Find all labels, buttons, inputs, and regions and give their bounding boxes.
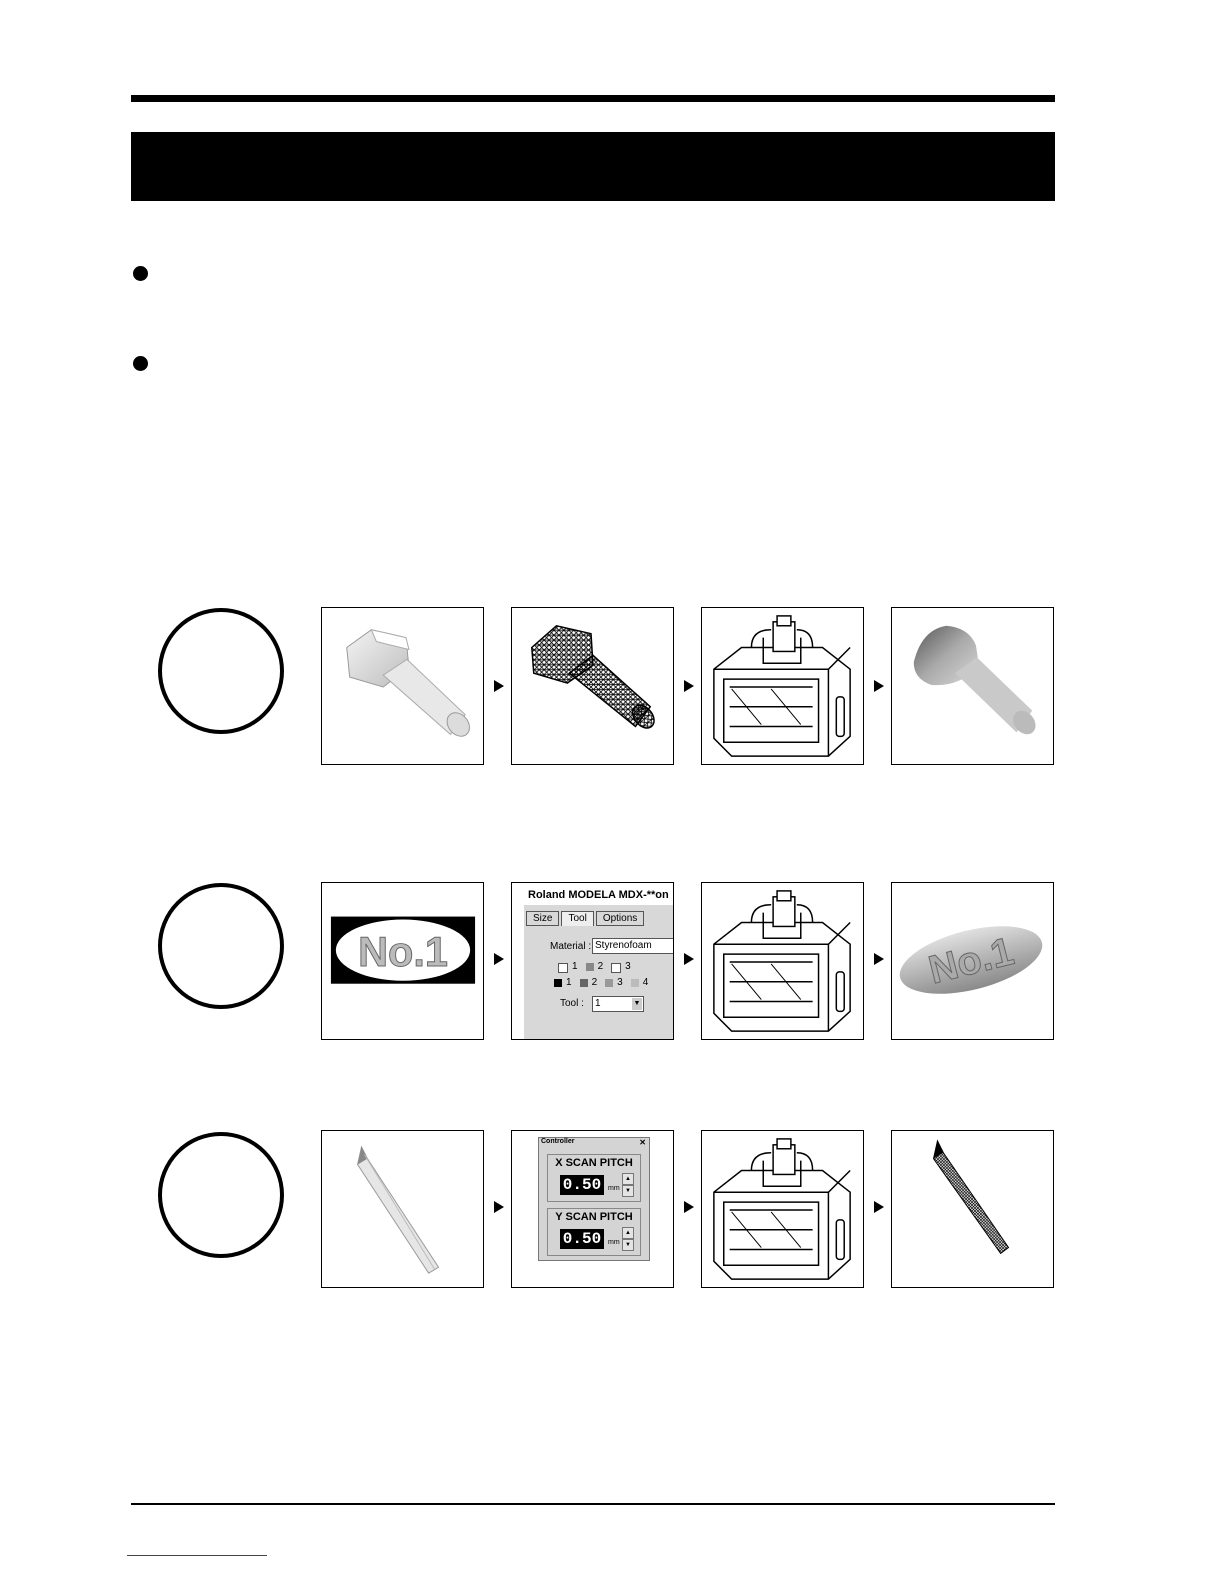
relief-text-milled: No.1 [924, 929, 1019, 993]
software-dialog [524, 885, 674, 1039]
bolt-milled-icon [892, 608, 1053, 764]
material-field[interactable]: Styrenofoam [592, 938, 674, 954]
arrow-icon [874, 1201, 884, 1213]
arrow-icon [874, 953, 884, 965]
y-scan-value[interactable]: 0.50 [560, 1229, 604, 1249]
row-2-panel-1 [321, 882, 484, 1040]
row-1-panel-4 [891, 607, 1054, 765]
arrow-icon [684, 953, 694, 965]
row-2-panel-4 [891, 882, 1054, 1040]
row-3-panel-1 [321, 1130, 484, 1288]
tool-select[interactable] [592, 996, 644, 1012]
x-scan-unit: mm [608, 1185, 620, 1192]
spin-down-icon[interactable]: ▼ [622, 1185, 634, 1197]
close-icon[interactable]: ✕ [639, 1138, 646, 1147]
controller-titlebar [539, 1138, 649, 1148]
checkbox-icon[interactable] [611, 963, 621, 973]
pencil-icon [322, 1131, 483, 1287]
tool-num: 3 [625, 961, 631, 972]
swatch-icon [631, 979, 639, 987]
tool-num: 4 [642, 977, 649, 988]
tool-row-2 [554, 977, 648, 988]
y-scan-label: Y SCAN PITCH [555, 1211, 633, 1223]
scan-pitch-controller [538, 1137, 650, 1261]
footer-link-underline[interactable] [127, 1555, 267, 1556]
tool-label: Tool : [560, 998, 584, 1009]
tool-num: 3 [617, 977, 623, 988]
chevron-down-icon[interactable]: ▼ [632, 998, 642, 1010]
tool-num: 1 [566, 977, 572, 988]
row-2-panel-2 [511, 882, 674, 1040]
spin-up-icon[interactable]: ▲ [622, 1173, 634, 1185]
arrow-icon [874, 680, 884, 692]
material-label: Material : [550, 941, 592, 952]
arrow-icon [494, 680, 504, 692]
row-3-panel-4 [891, 1130, 1054, 1288]
modela-machine-icon [702, 1131, 863, 1287]
swatch-icon [605, 979, 613, 987]
row-1-panel-2 [511, 607, 674, 765]
bullet-1 [133, 266, 148, 281]
spin-down-icon[interactable]: ▼ [622, 1239, 634, 1251]
tab-tool[interactable]: Tool [561, 911, 593, 926]
top-rule [131, 95, 1055, 102]
arrow-icon [494, 953, 504, 965]
x-scan-group [547, 1154, 641, 1202]
title-bar [131, 132, 1055, 201]
swatch-icon [580, 979, 588, 987]
swatch-icon [554, 979, 562, 987]
row-3-circle [158, 1132, 284, 1258]
spin-up-icon[interactable]: ▲ [622, 1227, 634, 1239]
tab-size[interactable]: Size [526, 911, 559, 926]
x-scan-label: X SCAN PITCH [555, 1157, 633, 1169]
dialog-title: Roland MODELA MDX-**on [524, 885, 674, 905]
tool-num: 2 [591, 977, 598, 988]
tool-num: 1 [572, 961, 578, 972]
row-2-panel-3 [701, 882, 864, 1040]
arrow-icon [684, 1201, 694, 1213]
pencil-scanned-icon [892, 1131, 1053, 1287]
bullet-2 [133, 356, 148, 371]
relief-text-image: No.1 [358, 927, 448, 975]
row-1-panel-1 [321, 607, 484, 765]
tool-num: 2 [597, 961, 604, 972]
x-scan-value[interactable]: 0.50 [560, 1175, 604, 1195]
no1-image-icon [322, 883, 483, 1039]
y-scan-unit: mm [608, 1239, 620, 1246]
tab-options[interactable]: Options [596, 911, 644, 926]
tool-select-value: 1 [595, 998, 601, 1009]
arrow-icon [684, 680, 694, 692]
checkbox-icon[interactable] [558, 963, 568, 973]
row-3-panel-2 [511, 1130, 674, 1288]
modela-machine-icon [702, 883, 863, 1039]
bottom-rule [131, 1503, 1055, 1505]
y-scan-group [547, 1208, 641, 1256]
modela-machine-icon [702, 608, 863, 764]
tool-row-1 [558, 961, 631, 973]
row-1-circle [158, 608, 284, 734]
bolt-wireframe-icon [512, 608, 673, 764]
dialog-tabs [526, 911, 644, 926]
swatch-icon [586, 963, 594, 971]
bolt-shaded-icon [322, 608, 483, 764]
no1-relief-icon [892, 883, 1053, 1039]
arrow-icon [494, 1201, 504, 1213]
controller-title: Controller [541, 1138, 575, 1145]
row-2-circle [158, 883, 284, 1009]
row-3-panel-3 [701, 1130, 864, 1288]
row-1-panel-3 [701, 607, 864, 765]
